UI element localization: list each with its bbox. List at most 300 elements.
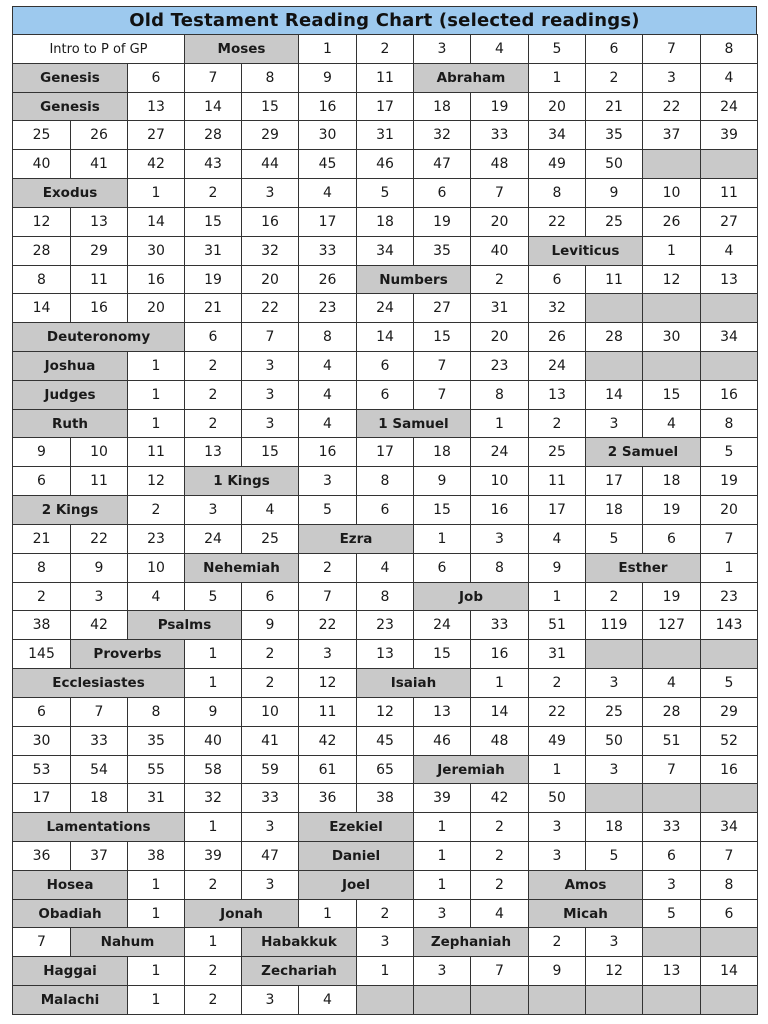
chapter-cell: 4	[470, 899, 529, 928]
chapter-cell: 50	[585, 149, 643, 179]
chapter-cell: 7	[298, 582, 357, 611]
chapter-cell: 24	[528, 351, 586, 381]
chapter-cell: 12	[356, 697, 414, 727]
chapter-cell: 2	[184, 985, 242, 1015]
chapter-cell: 30	[642, 322, 701, 352]
chapter-cell: 18	[585, 495, 643, 525]
chapter-cell: 8	[241, 63, 299, 93]
chapter-cell: 22	[528, 207, 586, 237]
chapter-cell: 11	[127, 437, 185, 467]
chapter-cell: 47	[413, 149, 471, 179]
chapter-cell: 3	[470, 524, 529, 554]
chapter-cell: 20	[700, 495, 758, 525]
chapter-cell: 8	[127, 697, 185, 727]
chapter-cell: 2	[470, 841, 529, 871]
chapter-cell: 14	[700, 956, 758, 986]
chapter-cell: 61	[298, 755, 357, 784]
chapter-cell: 25	[585, 207, 643, 237]
book-header-job: Job	[413, 582, 529, 611]
chapter-cell: 8	[12, 553, 71, 583]
chapter-cell: 7	[470, 178, 529, 208]
chapter-cell: 46	[356, 149, 414, 179]
book-header-jonah: Jonah	[184, 899, 299, 928]
chapter-cell: 28	[585, 322, 643, 352]
chapter-cell: 1	[127, 870, 185, 900]
chapter-cell: 3	[298, 466, 357, 496]
chapter-cell: 12	[642, 265, 701, 294]
book-header-ezra: Ezra	[298, 524, 414, 554]
chapter-cell: 1	[413, 524, 471, 554]
chapter-cell: 10	[470, 466, 529, 496]
chapter-cell: 22	[241, 293, 299, 323]
chapter-cell: 23	[127, 524, 185, 554]
chapter-cell: 15	[184, 207, 242, 237]
chapter-cell: 20	[470, 322, 529, 352]
chapter-cell: 19	[700, 466, 758, 496]
chapter-cell: 10	[70, 437, 128, 467]
book-header-jeremiah: Jeremiah	[413, 755, 529, 784]
chapter-cell: 38	[356, 783, 414, 813]
chapter-cell: 31	[356, 120, 414, 150]
chapter-cell: 40	[184, 726, 242, 756]
chapter-cell: 30	[12, 726, 71, 756]
chapter-cell: 2	[241, 668, 299, 698]
chapter-cell: 1	[127, 956, 185, 986]
chapter-cell: 33	[70, 726, 128, 756]
chapter-cell: 40	[470, 236, 529, 266]
chapter-cell: 13	[127, 92, 185, 121]
chapter-cell: 5	[298, 495, 357, 525]
chapter-cell: 18	[413, 92, 471, 121]
chapter-cell: 53	[12, 755, 71, 784]
chapter-cell: 9	[184, 697, 242, 727]
chapter-cell: 16	[700, 380, 758, 410]
chapter-cell: 19	[642, 495, 701, 525]
chapter-cell: 2	[528, 409, 586, 438]
chapter-cell: 5	[356, 178, 414, 208]
chapter-cell: 1	[127, 178, 185, 208]
chapter-cell: 1	[528, 755, 586, 784]
chapter-cell: 1	[298, 899, 357, 928]
chapter-cell: 39	[413, 783, 471, 813]
chapter-cell: 2	[356, 34, 414, 64]
blank-cell	[642, 985, 701, 1015]
chapter-cell: 18	[585, 812, 643, 842]
blank-cell	[700, 351, 758, 381]
chapter-cell: 39	[184, 841, 242, 871]
chapter-cell: 41	[241, 726, 299, 756]
chapter-cell: 8	[356, 466, 414, 496]
chapter-cell: 7	[70, 697, 128, 727]
chapter-cell: 3	[298, 639, 357, 669]
chapter-cell: 7	[413, 351, 471, 381]
chapter-cell: 1	[184, 927, 242, 957]
chapter-cell: 6	[12, 466, 71, 496]
chapter-cell: 6	[12, 697, 71, 727]
chapter-cell: 3	[241, 870, 299, 900]
chapter-cell: 1	[413, 841, 471, 871]
chapter-cell: 16	[298, 437, 357, 467]
blank-cell	[700, 149, 758, 179]
chapter-cell: 6	[585, 34, 643, 64]
book-header-lamentations: Lamentations	[12, 812, 185, 842]
chapter-cell: 22	[528, 697, 586, 727]
chapter-cell: 65	[356, 755, 414, 784]
book-header-esther: Esther	[585, 553, 701, 583]
chapter-cell: 15	[413, 639, 471, 669]
chapter-cell: 25	[12, 120, 71, 150]
chapter-cell: 8	[700, 409, 758, 438]
blank-cell	[642, 927, 701, 957]
chapter-cell: 35	[127, 726, 185, 756]
chapter-cell: 1	[127, 985, 185, 1015]
chapter-cell: 9	[413, 466, 471, 496]
book-header-ecclesiastes: Ecclesiastes	[12, 668, 185, 698]
chapter-cell: 6	[528, 265, 586, 294]
chapter-cell: 3	[585, 927, 643, 957]
chapter-cell: 6	[356, 495, 414, 525]
chapter-cell: 35	[413, 236, 471, 266]
blank-cell	[700, 639, 758, 669]
chapter-cell: 26	[642, 207, 701, 237]
chapter-cell: 2	[528, 668, 586, 698]
chapter-cell: 22	[298, 610, 357, 640]
chapter-cell: 27	[127, 120, 185, 150]
chapter-cell: 15	[642, 380, 701, 410]
chapter-cell: 5	[528, 34, 586, 64]
chapter-cell: 14	[12, 293, 71, 323]
chapter-cell: 43	[184, 149, 242, 179]
chapter-cell: 3	[241, 351, 299, 381]
chapter-cell: 3	[585, 755, 643, 784]
chapter-cell: 8	[700, 870, 758, 900]
blank-cell	[700, 783, 758, 813]
chapter-cell: 16	[700, 755, 758, 784]
chapter-cell: 19	[413, 207, 471, 237]
chapter-cell: 4	[241, 495, 299, 525]
chapter-cell: 1	[413, 812, 471, 842]
chapter-cell: 5	[585, 524, 643, 554]
chapter-cell: 27	[413, 293, 471, 323]
chapter-cell: 4	[298, 380, 357, 410]
chapter-cell: 37	[642, 120, 701, 150]
chapter-cell: 1	[184, 668, 242, 698]
chapter-cell: 55	[127, 755, 185, 784]
chapter-cell: 7	[413, 380, 471, 410]
chapter-cell: 23	[298, 293, 357, 323]
chapter-cell: 42	[298, 726, 357, 756]
chapter-cell: 14	[470, 697, 529, 727]
chapter-cell: 10	[127, 553, 185, 583]
chapter-cell: 13	[700, 265, 758, 294]
book-header-ezekiel: Ezekiel	[298, 812, 414, 842]
chapter-cell: 5	[184, 582, 242, 611]
chapter-cell: 15	[413, 495, 471, 525]
book-header-joshua: Joshua	[12, 351, 128, 381]
chapter-cell: 9	[585, 178, 643, 208]
chapter-cell: 30	[127, 236, 185, 266]
blank-cell	[585, 639, 643, 669]
chapter-cell: 3	[241, 409, 299, 438]
chapter-cell: 6	[642, 841, 701, 871]
chapter-cell: 24	[184, 524, 242, 554]
book-header-1-samuel: 1 Samuel	[356, 409, 471, 438]
chapter-cell: 42	[470, 783, 529, 813]
chapter-cell: 29	[241, 120, 299, 150]
chapter-cell: 49	[528, 149, 586, 179]
chapter-cell: 6	[642, 524, 701, 554]
chapter-cell: 44	[241, 149, 299, 179]
book-header-1-kings: 1 Kings	[184, 466, 299, 496]
chapter-cell: 23	[470, 351, 529, 381]
chapter-cell: 12	[12, 207, 71, 237]
chapter-cell: 35	[585, 120, 643, 150]
chapter-cell: 41	[70, 149, 128, 179]
chapter-cell: 8	[12, 265, 71, 294]
chapter-cell: 1	[413, 870, 471, 900]
chapter-cell: 3	[528, 812, 586, 842]
chapter-cell: 11	[585, 265, 643, 294]
chapter-cell: 1	[127, 351, 185, 381]
chapter-cell: 12	[585, 956, 643, 986]
chapter-cell: 28	[642, 697, 701, 727]
chapter-cell: 39	[700, 120, 758, 150]
chapter-cell: 17	[528, 495, 586, 525]
chapter-cell: 9	[241, 610, 299, 640]
chapter-cell: 4	[700, 236, 758, 266]
book-header-genesis: Genesis	[12, 63, 128, 93]
book-header-leviticus: Leviticus	[528, 236, 643, 266]
chapter-cell: 2	[356, 899, 414, 928]
chapter-cell: 9	[12, 437, 71, 467]
chapter-cell: 34	[700, 322, 758, 352]
chapter-cell: 32	[184, 783, 242, 813]
chapter-cell: 13	[70, 207, 128, 237]
chapter-cell: 3	[241, 985, 299, 1015]
chapter-cell: 7	[470, 956, 529, 986]
chapter-cell: 17	[356, 92, 414, 121]
chapter-cell: 3	[642, 870, 701, 900]
chapter-cell: 16	[70, 293, 128, 323]
chapter-cell: 7	[12, 927, 71, 957]
chapter-cell: 4	[127, 582, 185, 611]
chapter-cell: 46	[413, 726, 471, 756]
chapter-cell: 11	[70, 265, 128, 294]
chapter-cell: 4	[298, 178, 357, 208]
chapter-cell: 11	[528, 466, 586, 496]
chapter-cell: 14	[127, 207, 185, 237]
blank-cell	[700, 985, 758, 1015]
chapter-cell: 2	[184, 351, 242, 381]
chapter-cell: 8	[356, 582, 414, 611]
blank-cell	[642, 639, 701, 669]
chapter-cell: 14	[356, 322, 414, 352]
chapter-cell: 1	[470, 409, 529, 438]
book-header-numbers: Numbers	[356, 265, 471, 294]
chapter-cell: 4	[700, 63, 758, 93]
chapter-cell: 21	[12, 524, 71, 554]
chapter-cell: 6	[700, 899, 758, 928]
blank-cell	[585, 783, 643, 813]
chapter-cell: 1	[642, 236, 701, 266]
chapter-cell: 17	[585, 466, 643, 496]
chapter-cell: 37	[70, 841, 128, 871]
chapter-cell: 20	[528, 92, 586, 121]
book-header-habakkuk: Habakkuk	[241, 927, 357, 957]
chapter-cell: 19	[642, 582, 701, 611]
chapter-cell: 36	[12, 841, 71, 871]
chapter-cell: 12	[127, 466, 185, 496]
chapter-cell: 16	[127, 265, 185, 294]
chapter-cell: 48	[470, 149, 529, 179]
chapter-cell: 8	[298, 322, 357, 352]
chapter-cell: 5	[585, 841, 643, 871]
chapter-cell: 26	[298, 265, 357, 294]
chapter-cell: 47	[241, 841, 299, 871]
chapter-cell: 23	[356, 610, 414, 640]
chapter-cell: 11	[356, 63, 414, 93]
chapter-cell: 4	[528, 524, 586, 554]
book-header-hosea: Hosea	[12, 870, 128, 900]
chapter-cell: 15	[241, 92, 299, 121]
chapter-cell: 2	[470, 265, 529, 294]
chapter-cell: 3	[528, 841, 586, 871]
chapter-cell: 31	[184, 236, 242, 266]
chapter-cell: 32	[413, 120, 471, 150]
chapter-cell: 4	[298, 409, 357, 438]
chapter-cell: 23	[700, 582, 758, 611]
book-header-malachi: Malachi	[12, 985, 128, 1015]
chapter-cell: 18	[642, 466, 701, 496]
chapter-cell: 7	[700, 841, 758, 871]
chapter-cell: 6	[184, 322, 242, 352]
chapter-cell: 52	[700, 726, 758, 756]
chapter-cell: 7	[642, 755, 701, 784]
book-header-exodus: Exodus	[12, 178, 128, 208]
blank-cell	[642, 293, 701, 323]
chapter-cell: 33	[298, 236, 357, 266]
chapter-cell: 32	[241, 236, 299, 266]
book-header-micah: Micah	[528, 899, 643, 928]
chapter-cell: 9	[70, 553, 128, 583]
book-header-moses: Moses	[184, 34, 299, 64]
chapter-cell: 3	[356, 927, 414, 957]
blank-cell	[700, 927, 758, 957]
chapter-cell: 10	[642, 178, 701, 208]
chapter-cell: 29	[700, 697, 758, 727]
chapter-cell: 4	[298, 351, 357, 381]
book-header-deuteronomy: Deuteronomy	[12, 322, 185, 352]
chapter-cell: 1	[700, 553, 758, 583]
book-header-2-kings: 2 Kings	[12, 495, 128, 525]
chapter-cell: 5	[700, 668, 758, 698]
book-header-haggai: Haggai	[12, 956, 128, 986]
chapter-cell: 8	[700, 34, 758, 64]
book-header-judges: Judges	[12, 380, 128, 410]
chapter-cell: 1	[298, 34, 357, 64]
chapter-cell: 16	[298, 92, 357, 121]
chapter-cell: 2	[585, 582, 643, 611]
chapter-cell: 18	[356, 207, 414, 237]
chapter-cell: 40	[12, 149, 71, 179]
chapter-cell: 3	[70, 582, 128, 611]
chapter-cell: 6	[127, 63, 185, 93]
chapter-cell: 20	[241, 265, 299, 294]
chapter-cell: 24	[470, 437, 529, 467]
chapter-cell: 3	[184, 495, 242, 525]
chapter-cell: 51	[642, 726, 701, 756]
intro-cell: Intro to P of GP	[12, 34, 185, 64]
chapter-cell: 1	[127, 409, 185, 438]
chapter-cell: 28	[12, 236, 71, 266]
chapter-cell: 19	[184, 265, 242, 294]
chapter-cell: 17	[356, 437, 414, 467]
blank-cell	[470, 985, 529, 1015]
chapter-cell: 21	[184, 293, 242, 323]
book-header-obadiah: Obadiah	[12, 899, 128, 928]
book-header-nahum: Nahum	[70, 927, 185, 957]
chapter-cell: 9	[528, 553, 586, 583]
chapter-cell: 4	[298, 985, 357, 1015]
chapter-cell: 34	[356, 236, 414, 266]
chapter-cell: 3	[413, 34, 471, 64]
chapter-cell: 16	[241, 207, 299, 237]
book-header-nehemiah: Nehemiah	[184, 553, 299, 583]
chapter-cell: 14	[585, 380, 643, 410]
chapter-cell: 1	[127, 380, 185, 410]
chapter-cell: 20	[127, 293, 185, 323]
chapter-cell: 3	[585, 409, 643, 438]
book-header-isaiah: Isaiah	[356, 668, 471, 698]
chapter-cell: 13	[184, 437, 242, 467]
chart-title: Old Testament Reading Chart (selected readings)	[12, 6, 757, 35]
chapter-cell: 1	[528, 63, 586, 93]
chapter-cell: 6	[356, 351, 414, 381]
chapter-cell: 29	[70, 236, 128, 266]
chapter-cell: 1	[528, 582, 586, 611]
chapter-cell: 3	[413, 899, 471, 928]
blank-cell	[528, 985, 586, 1015]
chapter-cell: 31	[127, 783, 185, 813]
book-header-joel: Joel	[298, 870, 414, 900]
blank-cell	[642, 149, 701, 179]
chapter-cell: 3	[241, 178, 299, 208]
chapter-cell: 59	[241, 755, 299, 784]
chapter-cell: 2	[184, 409, 242, 438]
chapter-cell: 7	[642, 34, 701, 64]
chapter-cell: 1	[184, 812, 242, 842]
chapter-cell: 32	[528, 293, 586, 323]
book-header-genesis: Genesis	[12, 92, 128, 121]
chapter-cell: 31	[470, 293, 529, 323]
blank-cell	[413, 985, 471, 1015]
chapter-cell: 13	[642, 956, 701, 986]
chapter-cell: 1	[356, 956, 414, 986]
chapter-cell: 13	[356, 639, 414, 669]
chapter-cell: 33	[241, 783, 299, 813]
chapter-cell: 58	[184, 755, 242, 784]
chapter-cell: 7	[184, 63, 242, 93]
chapter-cell: 38	[12, 610, 71, 640]
chapter-cell: 21	[585, 92, 643, 121]
book-header-proverbs: Proverbs	[70, 639, 185, 669]
chapter-cell: 2	[585, 63, 643, 93]
chapter-cell: 4	[470, 34, 529, 64]
chapter-cell: 3	[413, 956, 471, 986]
chapter-cell: 13	[528, 380, 586, 410]
chapter-cell: 24	[700, 92, 758, 121]
chapter-cell: 30	[298, 120, 357, 150]
